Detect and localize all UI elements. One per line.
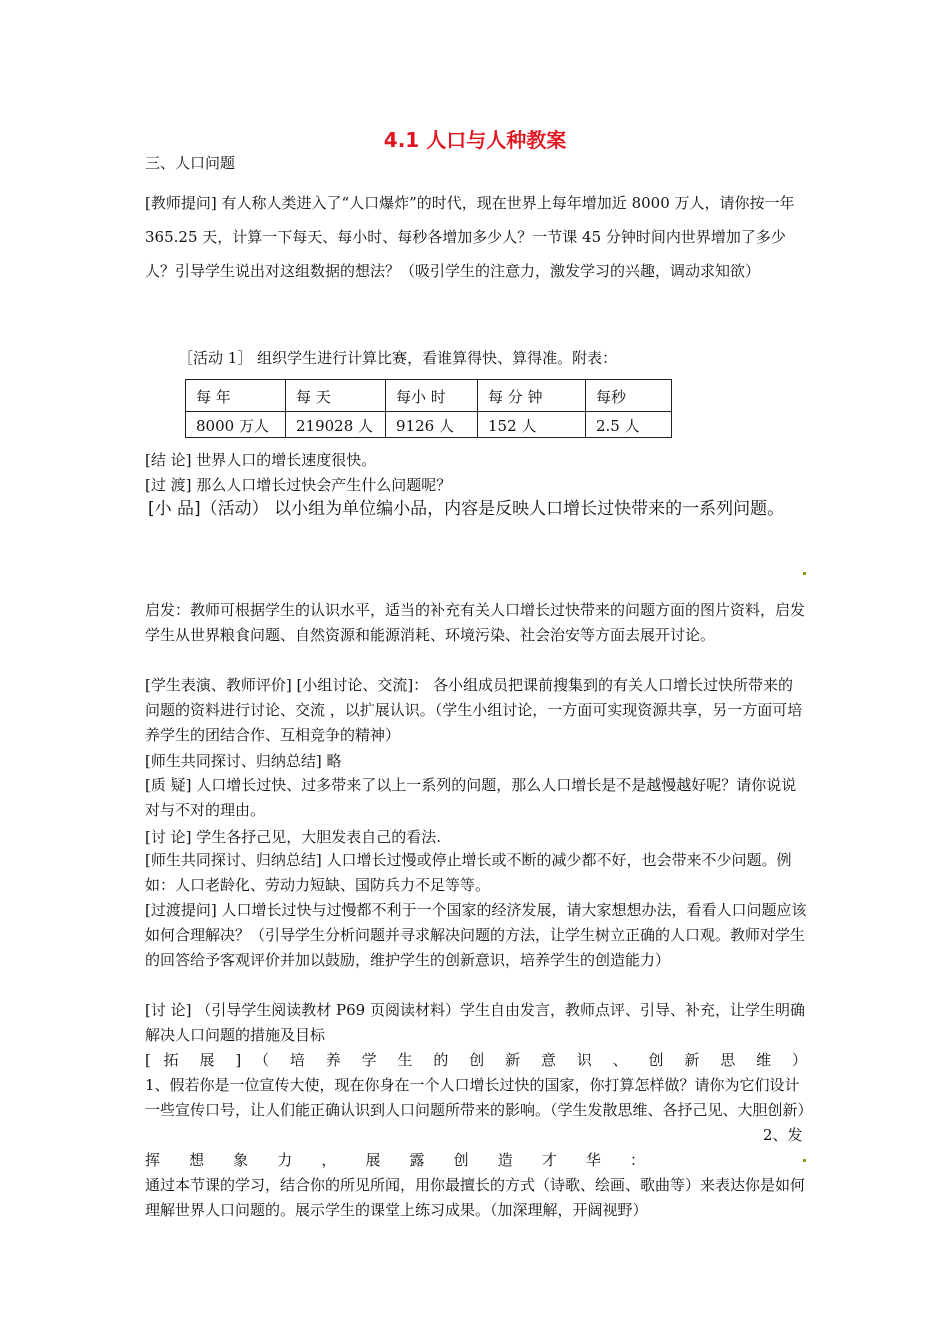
table-header-cell: 每小 时 — [386, 380, 478, 412]
question-paragraph: [质 疑] 人口增长过快、过多带来了以上一系列的问题，那么人口增长是不是越慢越好呢？请你说说对与不对的理由。 — [145, 776, 797, 819]
section-heading: 三、人口问题 — [145, 154, 236, 172]
conclusion-line: [结 论] 世界人口的增长速度很快。 — [145, 451, 377, 469]
transition-question-paragraph: [过渡提问] 人口增长过快与过慢都不利于一个国家的经济发展，请大家想想办法，看看人口问题应该如何合理解决？（引导学生分析问题并寻求解决问题的方法，让学生树立正确的人口观。教师对学生的回答给予客观评价并加以鼓励，维护学生的创新意识，培养学生的创造能力） — [145, 901, 807, 969]
inspiration-paragraph: 启发：教师可根据学生的认识水平，适当的补充有关人口增长过快带来的问题方面的图片资料，启发学生从世界粮食问题、自然资源和能源消耗、环境污染、社会治安等方面去展开讨论。 — [145, 601, 806, 644]
activity-1-line: ［活动 1］ 组织学生进行计算比赛，看谁算得快、算得准。附表： — [178, 349, 618, 367]
table-header-cell: 每 分 钟 — [478, 380, 586, 412]
table-header-cell: 每 年 — [186, 380, 286, 412]
table-value-cell: 8000 万人 — [186, 412, 286, 438]
expand-heading: [ 拓 展 ] （ 培 养 学 生 的 创 新 意 识 、 创 新 思 维 ） — [145, 1051, 807, 1069]
task-2-paragraph: 通过本节课的学习，结合你的所见所闻，用你最擅长的方式（诗歌、绘画、歌曲等）来表达你是如何理解世界人口问题的。展示学生的课堂上练习成果。（加深理解，开阔视野） — [145, 1176, 806, 1219]
table-header-cell: 每 天 — [286, 380, 386, 412]
table-value-cell: 219028 人 — [286, 412, 386, 438]
teacher-question-paragraph: [教师提问] 有人称人类进入了“人口爆炸”的时代，现在世界上每年增加近 8000 万人，请你按一年 365.25 天，计算一下每天、每小时、每秒各增加多少人？一节课 45 分钟时间内世界增加了多少人？引导学生说出对这组数据的想法？（吸引学生的注意力，激发学习的兴趣，调动求知欲） — [145, 194, 795, 280]
table-value-cell: 2.5 人 — [586, 412, 672, 438]
discussion-paragraph-2: [讨 论] （引导学生阅读教材 P69 页阅读材料）学生自由发言，教师点评、引导、补充，让学生明确解决人口问题的措施及目标 — [145, 1001, 805, 1044]
task-2-heading: 2、发 — [763, 1126, 803, 1144]
population-growth-table — [185, 379, 672, 438]
performance-paragraph: [学生表演、教师评价] [小组讨论、交流]： 各小组成员把课前搜集到的有关人口增长过快所带来的问题的资料进行讨论、交流 ，以扩展认识。（学生小组讨论，一方面可实现资源共享，另一方面可培养学生的团结合作、互相竞争的精神） — [145, 676, 803, 744]
table-value-cell: 152 人 — [478, 412, 586, 438]
transition-line: [过 渡] 那么人口增长过快会产生什么问题呢？ — [145, 476, 452, 494]
summary-line-1: [师生共同探讨、归纳总结] 略 — [145, 752, 342, 770]
document-title: 4.1 人口与人种教案 — [383, 128, 567, 152]
table-value-cell: 9126 人 — [386, 412, 478, 438]
skit-paragraph: [小 品]（活动） 以小组为单位编小品，内容是反映人口增长过快带来的一系列问题。 — [148, 499, 785, 519]
stray-dot — [803, 572, 806, 575]
task-2-heading-line: 挥 想 象 力 ， 展 露 创 造 才 华 ： — [145, 1151, 645, 1169]
stray-dot — [803, 1159, 806, 1162]
task-1-paragraph: 1、假若你是一位宣传大使，现在你身在一个人口增长过快的国家，你打算怎样做？请你为它们设计一些宣传口号，让人们能正确认识到人口问题所带来的影响。（学生发散思维、各抒己见、大胆创新） — [145, 1076, 813, 1119]
summary-paragraph-2: [师生共同探讨、归纳总结] 人口增长过慢或停止增长或不断的减少都不好，也会带来不少问题。例如：人口老龄化、劳动力短缺、国防兵力不足等等。 — [145, 851, 792, 894]
table-header-cell: 每秒 — [586, 380, 672, 412]
discussion-line-1: [讨 论] 学生各抒己见，大胆发表自己的看法. — [145, 828, 442, 846]
